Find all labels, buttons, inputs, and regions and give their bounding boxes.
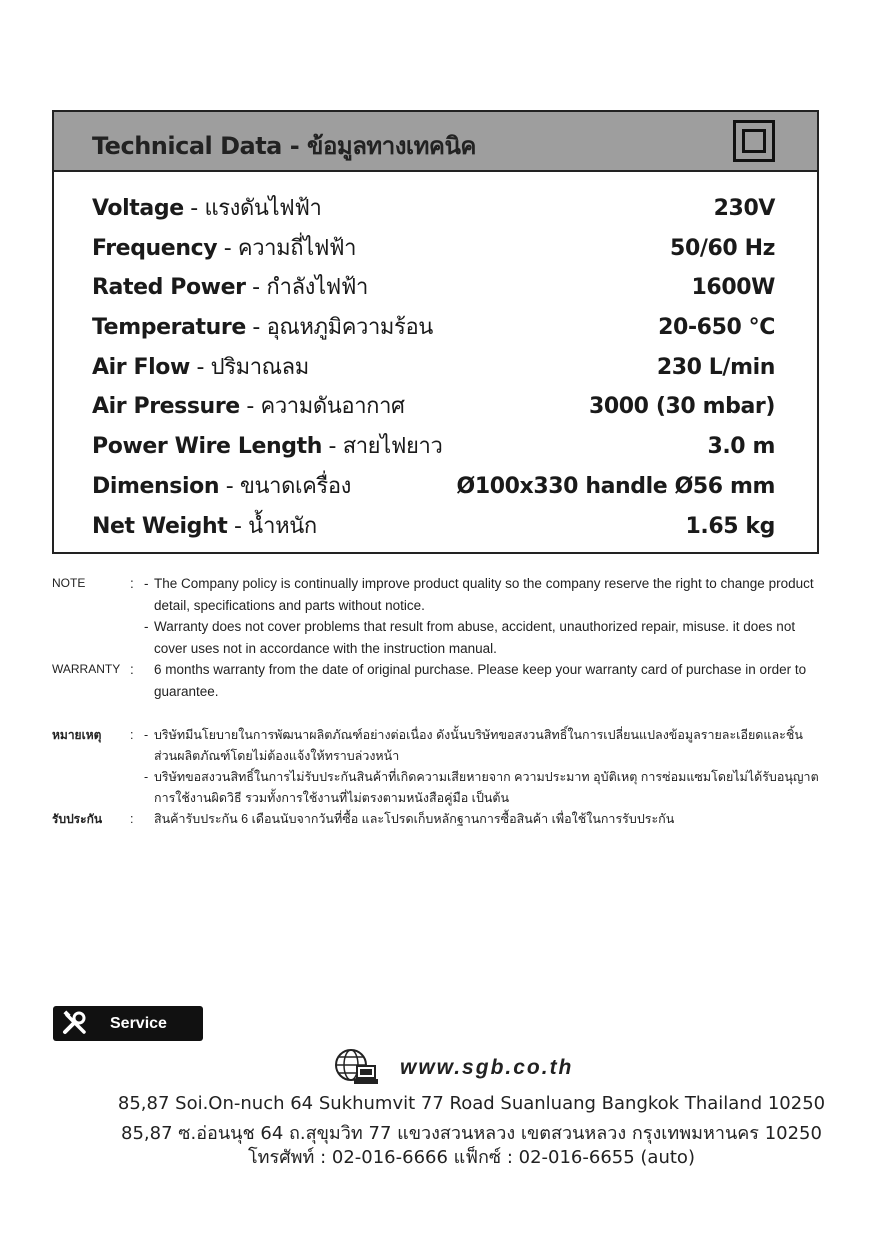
spec-value: 3000 (30 mbar) <box>588 394 775 420</box>
spec-row <box>92 508 775 548</box>
spec-label: Frequency - ความถี่ไฟฟ้า <box>92 235 357 261</box>
table-header <box>54 112 817 172</box>
spec-value: 50/60 Hz <box>670 235 775 261</box>
spec-label-en: Power Wire Length <box>92 434 322 460</box>
thai-warranty-block: รับประกัน : สินค้ารับประกัน 6 เดือนนับจากวันที่ซื้อ และโปรดเก็บหลักฐานการซื้อสินค้า เพื่อใช้ในการรับประกัน <box>52 809 822 830</box>
spec-label-th: น้ำหนัก <box>248 513 317 539</box>
spec-label-th: กำลังไฟฟ้า <box>266 275 368 301</box>
spec-label-en: Voltage <box>92 196 184 221</box>
spec-row <box>92 230 775 270</box>
table-title: Technical Data - ข้อมูลทางเทคนิค <box>92 132 476 160</box>
spec-label-th: ความดันอากาศ <box>260 394 405 420</box>
spec-label-en: Air Pressure <box>92 394 240 420</box>
note-block: NOTE : - The Company policy is continually improve product quality so the company reserve the right to change product detail, specifications and parts without notice. - Warranty does not cover problems that result from abuse, accident, unauthorized repair, misuse. it does not cover uses not in accordance with the instruction manual. <box>52 573 822 659</box>
spec-label-en: Rated Power <box>92 275 246 301</box>
spec-label: Dimension - ขนาดเครื่อง <box>92 473 351 499</box>
spec-value: 230 L/min <box>656 354 775 380</box>
spec-label: Air Pressure - ความดันอากาศ <box>92 394 405 420</box>
spec-label: Rated Power - กำลังไฟฟ้า <box>92 275 368 301</box>
spec-label-th: อุณหภูมิความร้อน <box>266 315 433 341</box>
spec-value: 20-650 °C <box>658 315 775 341</box>
thai-warranty-text: สินค้ารับประกัน 6 เดือนนับจากวันที่ซื้อ และโปรดเก็บหลักฐานการซื้อสินค้า เพื่อใช้ในการรับประกัน <box>154 811 675 826</box>
spec-value: 1.65 kg <box>685 513 775 539</box>
spec-label-th: ความถี่ไฟฟ้า <box>237 235 357 261</box>
spec-label: Air Flow - ปริมาณลม <box>92 354 309 380</box>
website-link[interactable]: www.sgb.co.th <box>400 1056 574 1079</box>
spec-row <box>92 190 775 230</box>
note-key: NOTE <box>52 576 86 590</box>
address-english: 85,87 Soi.On-nuch 64 Sukhumvit 77 Road Suanluang Bangkok Thailand 10250 <box>117 1093 826 1114</box>
address-thai: 85,87 ซ.อ่อนนุช 64 ถ.สุขุมวิท 77 แขวงสวนหลวง เขตสวนหลวง กรุงเทพมหานคร 10250 <box>121 1123 822 1144</box>
spec-label-en: Frequency <box>92 235 218 261</box>
spec-label-en: Net Weight <box>92 513 228 539</box>
service-badge <box>53 1006 203 1041</box>
service-label: Service <box>110 1015 167 1032</box>
spec-label-en: Temperature <box>92 315 246 341</box>
thai-note-item: บริษัทมีนโยบายในการพัฒนาผลิตภัณฑ์อย่างต่อเนื่อง ดังนั้นบริษัทขอสงวนสิทธิ์ในการเปลี่ยนแปลงข้อมูลรายละเอียดและชิ้นส่วนผลิตภัณฑ์โดยไม่ต้องแจ้งให้ทราบล่วงหน้า <box>154 727 803 763</box>
spec-row <box>92 309 775 349</box>
spec-label-th: สายไฟยาว <box>342 434 443 460</box>
thai-warranty-key: รับประกัน <box>52 811 103 826</box>
spec-label-th: ปริมาณลม <box>210 354 309 380</box>
spec-rows <box>92 190 775 547</box>
thai-note-item: บริษัทขอสงวนสิทธิ์ในการไม่รับประกันสินค้าที่เกิดความเสียหายจาก ความประมาท อุบัติเหตุ การซ่อมแซมโดยไม่ได้รับอนุญาต การใช้งานผิดวิธี รวมทั้งการใช้งานที่ไม่ตรงตามหนังสือคู่มือ เป็นต้น <box>154 769 819 805</box>
phone-fax: โทรศัพท์ : 02-016-6666 แฟ็กซ์ : 02-016-6655 (auto) <box>248 1147 695 1168</box>
spec-label: Power Wire Length - สายไฟยาว <box>92 434 443 460</box>
thai-note-block: หมายเหตุ : - บริษัทมีนโยบายในการพัฒนาผลิตภัณฑ์อย่างต่อเนื่อง ดังนั้นบริษัทขอสงวนสิทธิ์ในการเปลี่ยนแปลงข้อมูลรายละเอียดและชิ้นส่วนผลิตภัณฑ์โดยไม่ต้องแจ้งให้ทราบล่วงหน้า - บริษัทขอสงวนสิทธิ์ในการไม่รับประกันสินค้าที่เกิดความเสียหายจาก ความประมาท อุบัติเหตุ การซ่อมแซมโดยไม่ได้รับอนุญาต การใช้งานผิดวิธี รวมทั้งการใช้งานที่ไม่ตรงตามหนังสือคู่มือ เป็นต้น <box>52 725 822 809</box>
spec-value: 1600W <box>691 275 775 301</box>
note-item: The Company policy is continually improve product quality so the company reserve the right to change product detail, specifications and parts without notice. <box>154 576 814 613</box>
spec-label: Temperature - อุณหภูมิความร้อน <box>92 315 433 341</box>
spec-label-en: Dimension <box>92 473 220 499</box>
spec-row <box>92 428 775 468</box>
spec-row <box>92 388 775 428</box>
warranty-key: WARRANTY <box>52 662 121 677</box>
spec-label: Voltage - แรงดันไฟฟ้า <box>92 196 322 221</box>
technical-data-table <box>52 110 819 554</box>
spec-label-th: ขนาดเครื่อง <box>239 473 351 499</box>
spec-value: 3.0 m <box>707 434 775 460</box>
spec-value: Ø100x330 handle Ø56 mm <box>456 473 775 499</box>
spec-row <box>92 269 775 309</box>
note-item: Warranty does not cover problems that result from abuse, accident, unauthorized repair, misuse. it does not cover uses not in accordance with the instruction manual. <box>154 619 796 656</box>
spec-value: 230V <box>713 196 775 221</box>
notes-section <box>52 573 822 830</box>
thai-note-key: หมายเหตุ <box>52 727 102 742</box>
spec-label: Net Weight - น้ำหนัก <box>92 513 317 539</box>
warranty-text: 6 months warranty from the date of original purchase. Please keep your warranty card of purchase in order to guarantee. <box>154 662 807 699</box>
tools-icon <box>61 1010 89 1038</box>
spec-label-th: แรงดันไฟฟ้า <box>204 196 322 221</box>
spec-row <box>92 468 775 508</box>
spec-label-en: Air Flow <box>92 354 190 380</box>
warranty-block: WARRANTY : 6 months warranty from the date of original purchase. Please keep your warranty card of purchase in order to guarantee. <box>52 659 822 702</box>
globe-computer-icon <box>335 1048 379 1086</box>
double-insulation-icon <box>733 120 775 162</box>
spec-row <box>92 349 775 389</box>
